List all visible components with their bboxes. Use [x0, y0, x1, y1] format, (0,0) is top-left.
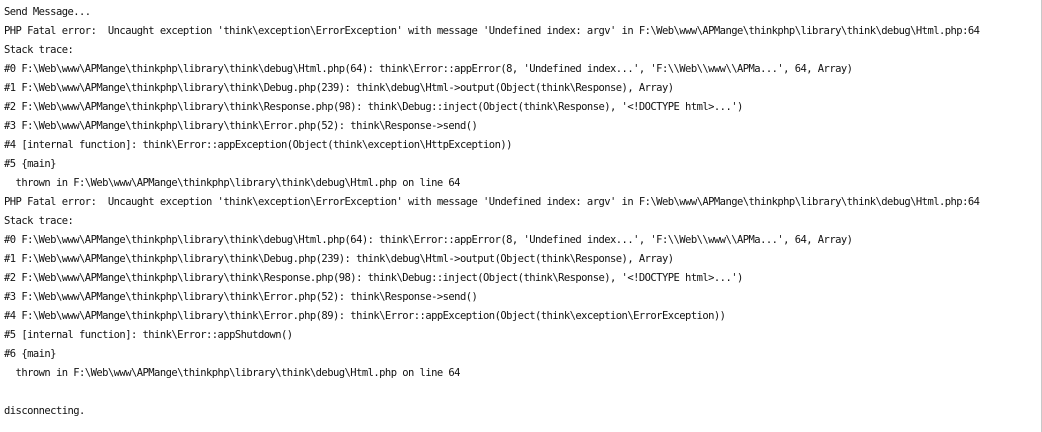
console-line: Stack trace:: [4, 44, 74, 56]
console-line: #4 F:\Web\www\APMange\thinkphp\library\think\Error.php(89): think\Error::appException(Object(think\exception\ErrorException)): [4, 310, 726, 322]
console-line: disconnecting.: [4, 405, 85, 417]
console-line: #6 {main}: [4, 348, 56, 360]
console-line: #5 [internal function]: think\Error::appShutdown(): [4, 329, 293, 341]
console-line: PHP Fatal error: Uncaught exception 'think\exception\ErrorException' with message 'Undefined index: argv' in F:\Web\www\APMange\thinkphp\library\think\debug\Html.php:64: [4, 196, 980, 208]
console-line: thrown in F:\Web\www\APMange\thinkphp\library\think\debug\Html.php on line 64: [4, 177, 460, 189]
console-line: #3 F:\Web\www\APMange\thinkphp\library\think\Error.php(52): think\Response->send(): [4, 120, 478, 132]
console-line: Stack trace:: [4, 215, 74, 227]
console-line: #0 F:\Web\www\APMange\thinkphp\library\think\debug\Html.php(64): think\Error::appError(8, 'Undefined index...', 'F:\\Web\\www\\APMa...', 64, Array): [4, 63, 853, 75]
console-line: #2 F:\Web\www\APMange\thinkphp\library\think\Response.php(98): think\Debug::inject(Object(think\Response), '<!DOCTYPE html>...'): [4, 101, 743, 113]
console-line: #2 F:\Web\www\APMange\thinkphp\library\think\Response.php(98): think\Debug::inject(Object(think\Response), '<!DOCTYPE html>...'): [4, 272, 743, 284]
console-line: #0 F:\Web\www\APMange\thinkphp\library\think\debug\Html.php(64): think\Error::appError(8, 'Undefined index...', 'F:\\Web\\www\\APMa...', 64, Array): [4, 234, 853, 246]
console-line: #5 {main}: [4, 158, 56, 170]
console-line: #4 [internal function]: think\Error::appException(Object(think\exception\HttpException)): [4, 139, 512, 151]
console-line: PHP Fatal error: Uncaught exception 'think\exception\ErrorException' with message 'Undefined index: argv' in F:\Web\www\APMange\thinkphp\library\think\debug\Html.php:64: [4, 25, 980, 37]
console-line: Send Message...: [4, 6, 91, 18]
console-line: #1 F:\Web\www\APMange\thinkphp\library\think\Debug.php(239): think\debug\Html->output(Object(think\Response), Array): [4, 253, 674, 265]
console-line: #3 F:\Web\www\APMange\thinkphp\library\think\Error.php(52): think\Response->send(): [4, 291, 478, 303]
console-line: #1 F:\Web\www\APMange\thinkphp\library\think\Debug.php(239): think\debug\Html->output(Object(think\Response), Array): [4, 82, 674, 94]
console-line: [4, 383, 1041, 402]
console-line: thrown in F:\Web\www\APMange\thinkphp\library\think\debug\Html.php on line 64: [4, 367, 460, 379]
